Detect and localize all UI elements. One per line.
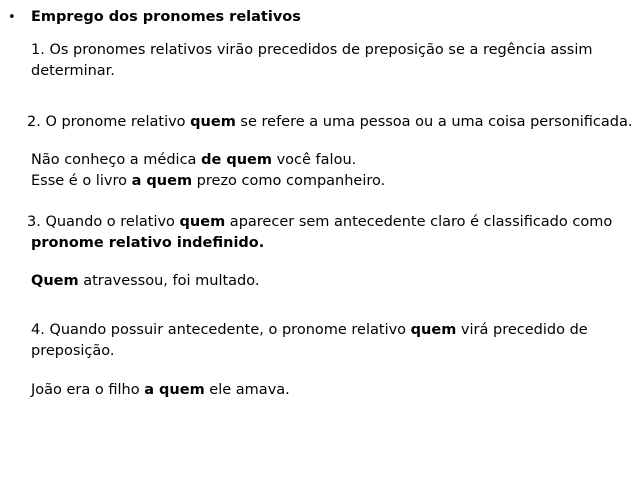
- rule-3-term: pronome relativo indefinido.: [31, 235, 265, 251]
- bullet-marker: •: [8, 10, 16, 25]
- example-4-post: ele amava.: [204, 382, 290, 398]
- example-3: [31, 271, 631, 292]
- rule-1-line-2: determinar.: [31, 63, 115, 79]
- rule-3-line-1: [27, 212, 627, 233]
- example-2a-pre: Não conheço a médica: [31, 152, 202, 168]
- rule-1-line-1: 1. Os pronomes relativos virão precedidos de preposição se a regência assim: [31, 42, 593, 58]
- example-2b-post: prezo como companheiro.: [192, 173, 386, 189]
- example-2a-post: você falou.: [271, 152, 357, 168]
- example-3-post: atravessou, foi multado.: [78, 273, 260, 289]
- example-2b-keyword: a quem: [131, 173, 193, 189]
- rule-4-example: [31, 380, 631, 401]
- rule-4-line-2: preposição.: [31, 343, 115, 359]
- rule-3-text-pre: 3. Quando o relativo: [27, 214, 180, 230]
- rule-3-example: [31, 271, 631, 292]
- rule-2-line: [27, 112, 633, 133]
- example-2b: [31, 171, 631, 192]
- example-2a-keyword: de quem: [201, 152, 272, 168]
- example-4: [31, 380, 631, 401]
- rule-4-text-pre: 4. Quando possuir antecedente, o pronome relativo: [31, 322, 411, 338]
- example-4-pre: João era o filho: [31, 382, 145, 398]
- example-3-keyword: Quem: [31, 273, 79, 289]
- example-4-keyword: a quem: [144, 382, 205, 398]
- rule-4-line-1: [31, 320, 631, 341]
- rule-2-keyword: quem: [190, 114, 236, 130]
- rule-2-examples: [31, 150, 631, 192]
- rule-3-line-2: [27, 233, 627, 254]
- rule-3: [27, 212, 627, 254]
- rule-3-text-post: aparecer sem antecedente claro é classificado como: [225, 214, 613, 230]
- rule-1: [31, 40, 631, 82]
- rule-2-text-post: se refere a uma pessoa ou a uma coisa personificada.: [235, 114, 633, 130]
- example-2a: [31, 150, 631, 171]
- rule-4-text-post: virá precedido de: [456, 322, 588, 338]
- rule-4-keyword: quem: [410, 322, 457, 338]
- example-2b-pre: Esse é o livro: [31, 173, 132, 189]
- rule-4: [31, 320, 631, 362]
- slide-heading: Emprego dos pronomes relativos: [31, 9, 301, 25]
- rule-2: [27, 112, 633, 133]
- rule-2-text-pre: 2. O pronome relativo: [27, 114, 191, 130]
- rule-3-keyword: quem: [179, 214, 226, 230]
